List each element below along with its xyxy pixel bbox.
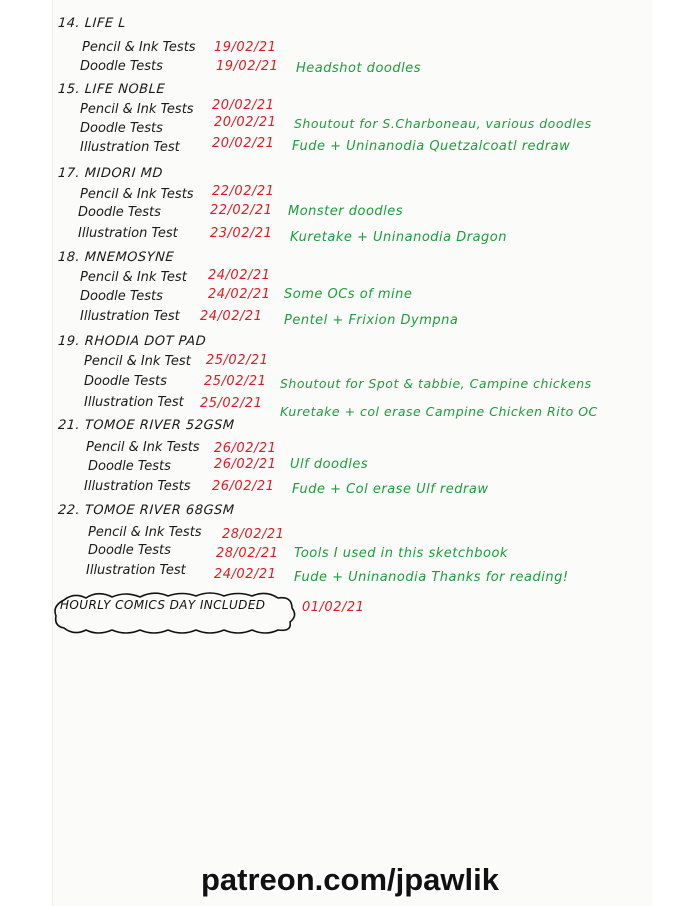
row-date: 19/02/21 [214,40,277,55]
row-label: Doodle Tests [84,374,167,389]
section-heading: 22. TOMOE RIVER 68GSM [57,503,236,518]
row-label: Illustration Test [84,395,184,410]
row-label: Doodle Tests [88,459,171,474]
row-date: 24/02/21 [200,309,263,324]
row-date: 28/02/21 [216,546,279,561]
row-label: Illustration Test [86,563,186,578]
section-heading: 18. MNEMOSYNE [57,250,175,265]
row-label: Doodle Tests [80,59,163,74]
row-note: Fude + Uninanodia Quetzalcoatl redraw [292,139,571,154]
row-label: Pencil & Ink Tests [80,187,194,202]
row-label: Pencil & Ink Tests [80,102,194,117]
row-label: Pencil & Ink Tests [88,525,202,540]
row-label: Illustration Test [78,226,178,241]
row-label: Illustration Test [80,309,180,324]
row-label: Illustration Test [80,140,180,155]
callout-text: HOURLY COMICS DAY INCLUDED [60,598,266,612]
section-heading: 21. TOMOE RIVER 52GSM [57,418,236,433]
row-date: 20/02/21 [212,136,275,151]
section-heading: 15. LIFE NOBLE [57,82,166,97]
row-label: Doodle Tests [78,205,161,220]
row-label: Illustration Tests [84,479,191,494]
row-date: 20/02/21 [214,115,277,130]
row-note: Ulf doodles [290,457,369,472]
row-date: 28/02/21 [222,527,285,542]
row-date: 22/02/21 [212,184,275,199]
section-heading: 19. RHODIA DOT PAD [57,334,207,349]
row-note: Kuretake + col erase Campine Chicken Rito OC [280,404,598,419]
row-label: Doodle Tests [88,543,171,558]
row-date: 26/02/21 [214,441,277,456]
row-label: Pencil & Ink Test [80,270,187,285]
row-note: Fude + Col erase Ulf redraw [292,482,489,497]
cloud-callout-outline [52,590,297,636]
section-heading: 17. MIDORI MD [57,166,164,181]
row-note: Monster doodles [288,204,404,219]
section-heading: 14. LIFE L [57,16,127,31]
row-date: 26/02/21 [212,479,275,494]
row-note: Headshot doodles [296,61,421,76]
row-date: 25/02/21 [206,353,269,368]
row-label: Doodle Tests [80,121,163,136]
row-date: 23/02/21 [210,226,273,241]
row-date: 24/02/21 [214,567,277,582]
row-note: Shoutout for Spot & tabbie, Campine chickens [280,376,592,391]
row-label: Pencil & Ink Tests [82,40,196,55]
callout-date: 01/02/21 [302,600,365,615]
row-note: Shoutout for S.Charboneau, various doodles [294,116,592,131]
row-note: Fude + Uninanodia Thanks for reading! [294,570,569,585]
row-label: Doodle Tests [80,289,163,304]
row-date: 19/02/21 [216,59,279,74]
row-note: Tools I used in this sketchbook [294,546,508,561]
patreon-footer-link[interactable]: patreon.com/jpawlik [200,862,499,897]
row-note: Some OCs of mine [284,287,413,302]
row-note: Pentel + Frixion Dympna [284,313,459,328]
row-date: 24/02/21 [208,287,271,302]
row-label: Pencil & Ink Test [84,354,191,369]
row-date: 20/02/21 [212,98,275,113]
row-date: 22/02/21 [210,203,273,218]
row-label: Pencil & Ink Tests [86,440,200,455]
row-date: 25/02/21 [200,396,263,411]
row-date: 24/02/21 [208,268,271,283]
row-date: 25/02/21 [204,374,267,389]
row-note: Kuretake + Uninanodia Dragon [290,230,507,245]
row-date: 26/02/21 [214,457,277,472]
